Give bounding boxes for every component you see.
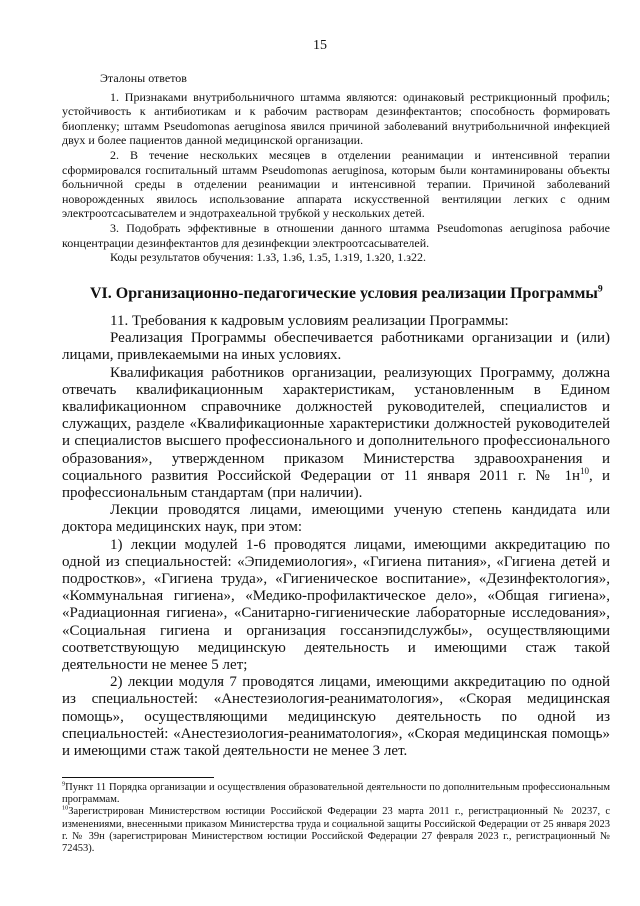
qualification-text-end: , и профессиональным стандартам (при наличии). [62, 467, 611, 502]
answer-item-3: 3. Подобрать эффективные в отношении данного штамма Pseudomonas aeruginosa рабочие концентрации дезинфектантов для дезинфекции электроотсасывателей. [62, 220, 610, 250]
answers-block [62, 71, 610, 265]
lecture-rule-2: 2) лекции модуля 7 проводятся лицами, имеющими аккредитацию по одной из специальностей: «Анестезиология-реаниматология», «Скорая медицинская помощь», осуществляющими медицинскую деятельность по одной из специальностей: «Анестезиология-реаниматология», «Скорая медицинская помощь» и имеющими стаж такой деятельности не менее 3 лет. [62, 674, 610, 760]
footnote-10 [62, 806, 610, 855]
answer-item-2: 2. В течение нескольких месяцев в отделении реанимации и интенсивной терапии сформировался госпитальный штамм Pseudomonas aeruginosa, которым были контаминированы объекты больничной среды в отделении реанимации и интенсивной терапии. Причиной заболеваний новорожденных явилось использование аппарата искусственной вентиляции легких с одним электроотсасывателем и эндотрахеальной трубкой у нескольких детей. [62, 147, 610, 221]
answers-title: Эталоны ответов [100, 71, 187, 85]
result-codes: Коды результатов обучения: 1.з3, 1.з6, 1.з5, 1.з19, 1.з20, 1.з22. [110, 250, 426, 265]
paragraph-implementation: Реализация Программы обеспечивается работниками организации и (или) лицами, привлекаемыми на иных условиях. [62, 330, 610, 364]
section-heading [90, 285, 610, 303]
qualification-text: Квалификация работников организации, реализующих Программу, должна отвечать квалификационным характеристикам, установленным в Едином квалификационном справочнике должностей руководителей, специалистов и служащих, разделе «Квалификационные характеристики должностей руководителей и специалистов высшего профессионального и дополнительного профессионального образования», утвержденном приказом Министерства здравоохранения и социального развития Российской Федерации от 11 января 2011 г. № 1н [62, 364, 610, 484]
paragraph-qualification [62, 365, 610, 503]
footnotes [62, 782, 610, 855]
footnote-9-mark: 9 [62, 780, 66, 788]
section-heading-text: VI. Организационно-педагогические условия реализации Программы [90, 285, 598, 302]
paragraph-lectures: Лекции проводятся лицами, имеющими ученую степень кандидата или доктора медицинских наук, при этом: [62, 502, 610, 536]
footnote-9 [62, 782, 610, 806]
footnote-9-text: Пункт 11 Порядка организации и осуществления образовательной деятельности по дополнительным профессиональным программам. [62, 782, 610, 806]
footnote-10-mark: 10 [62, 804, 69, 812]
requirements-heading: 11. Требования к кадровым условиям реализации Программы: [110, 313, 509, 329]
main-text [62, 313, 610, 760]
footnote-separator [62, 777, 214, 778]
page-number: 15 [313, 38, 327, 53]
footnote-ref-9: 9 [597, 283, 603, 295]
footnote-ref-10: 10 [580, 465, 589, 476]
footnote-10-text: Зарегистрирован Министерством юстиции Российской Федерации 23 марта 2011 г., регистрационный № 20237, с изменениями, внесенными приказом Министерства труда и социальной защиты Российской Федерации от 25 января 2023 г. № 39н (зарегистрирован Министерством юстиции Российской Федерации 27 февраля 2023 г., регистрационный № 72453). [62, 806, 610, 855]
answer-item-1: 1. Признаками внутрибольничного штамма являются: одинаковый рестрикционный профиль; устойчивость к антибиотикам и к рабочим растворам дезинфектантов; способность формировать биопленку; штамм Pseudomonas aeruginosa явился причиной заболеваний внутрибольничной инфекцией двух и более пациентов данной медицинской организации. [62, 89, 610, 148]
lecture-rule-1: 1) лекции модулей 1-6 проводятся лицами, имеющими аккредитацию по одной из специальностей: «Эпидемиология», «Гигиена питания», «Гигиена детей и подростков», «Гигиена труда», «Гигиеническое воспитание», «Дезинфектология», «Коммунальная гигиена», «Медико-профилактическое дело», «Общая гигиена», «Радиационная гигиена», «Санитарно-гигиенические лабораторные исследования», «Социальная гигиена и организация госсанэпидслужбы», осуществляющими соответствующую медицинскую деятельность и имеющими стаж такой деятельности не менее 5 лет; [62, 536, 610, 674]
